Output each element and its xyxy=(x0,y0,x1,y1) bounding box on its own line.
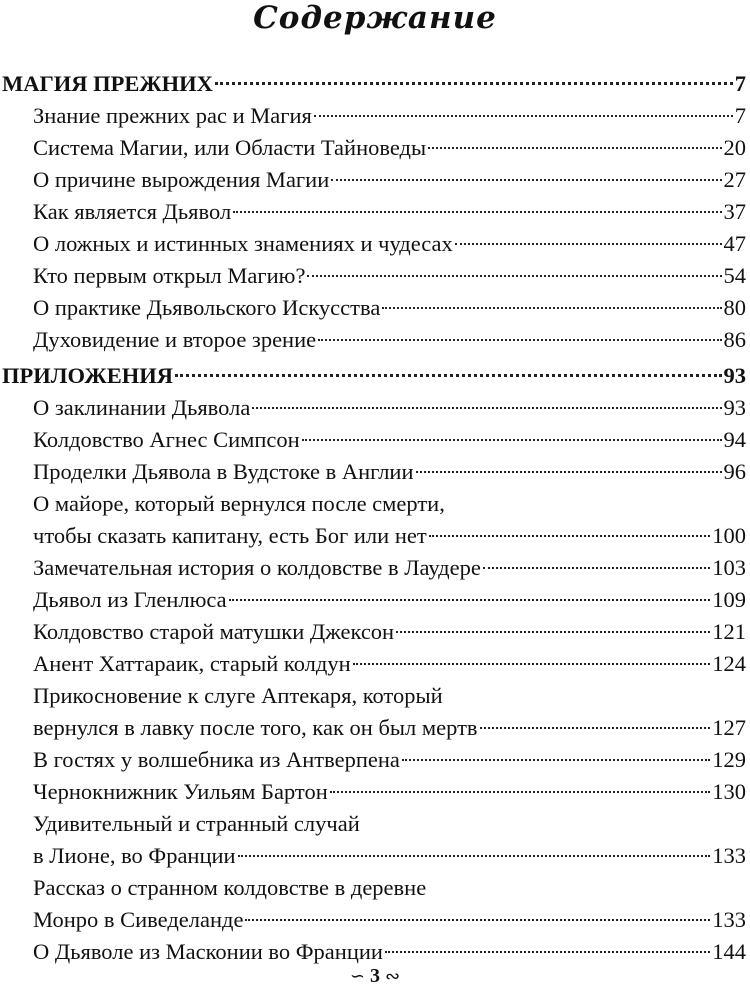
entry-title-text: чтобы сказать капитану, есть Бог или нет xyxy=(33,523,427,548)
toc-entry xyxy=(0,324,750,356)
toc-entry xyxy=(0,808,750,872)
entry-page-number: 94 xyxy=(723,427,746,452)
entry-title-text: Монро в Сиведеланде xyxy=(33,907,244,932)
entry-line xyxy=(33,808,746,840)
entry-title-text: О ложных и истинных знамениях и чудесах xyxy=(33,231,453,256)
entry-title-text: О причине вырождения Магии xyxy=(33,167,330,192)
toc-entry xyxy=(0,584,750,616)
entry-title-text: Как является Дьявол xyxy=(33,199,232,224)
entry-line xyxy=(33,132,746,164)
dot-leader xyxy=(252,407,721,409)
entry-title-text: Проделки Дьявола в Вудстоке в Англии xyxy=(33,459,414,484)
entry-line xyxy=(33,680,746,712)
entry-page-number: 103 xyxy=(712,555,746,580)
dot-leader xyxy=(229,599,711,601)
dot-leader xyxy=(402,759,710,761)
entry-line xyxy=(33,840,746,872)
dot-leader xyxy=(238,855,711,857)
toc-entry xyxy=(0,552,750,584)
entry-page-number: 54 xyxy=(723,263,746,288)
toc-entry xyxy=(0,488,750,552)
entry-line xyxy=(33,292,746,324)
page-footer xyxy=(0,962,750,990)
dot-leader xyxy=(385,951,710,953)
entry-line xyxy=(33,100,746,132)
dot-leader xyxy=(215,82,733,85)
entry-title-text: Рассказ о странном колдовстве в деревне xyxy=(33,875,427,900)
dot-leader xyxy=(416,471,722,473)
entry-page-number: 121 xyxy=(712,619,746,644)
entry-line xyxy=(33,164,746,196)
entry-page-number: 93 xyxy=(723,395,746,420)
ornament-right: ∾ xyxy=(385,966,401,986)
toc-entry xyxy=(0,424,750,456)
entry-title-text: Прикосновение к слуге Аптекаря, который xyxy=(33,683,443,708)
toc-entry xyxy=(0,292,750,324)
entry-line xyxy=(33,872,746,904)
entry-page-number: 133 xyxy=(712,907,746,932)
entry-title-text: Система Магии, или Области Тайноведы xyxy=(33,135,427,160)
toc-entry xyxy=(0,872,750,936)
dot-leader xyxy=(429,535,711,537)
entry-page-number: 96 xyxy=(723,459,746,484)
entry-title-text: Знание прежних рас и Магия xyxy=(33,103,312,128)
section-page-number: 7 xyxy=(734,71,746,96)
toc-entry xyxy=(0,164,750,196)
toc-entry xyxy=(0,744,750,776)
toc-entry xyxy=(0,776,750,808)
page-number: 3 xyxy=(370,965,380,987)
toc-section-heading xyxy=(0,68,750,100)
entry-title-text: Анент Хаттараик, старый колдун xyxy=(33,651,351,676)
entry-page-number: 124 xyxy=(712,651,746,676)
entry-title-text: О Дьяволе из Масконии во Франции xyxy=(33,939,383,964)
toc-entry xyxy=(0,196,750,228)
entry-title-text: Чернокнижник Уильям Бартон xyxy=(33,779,328,804)
entry-page-number: 27 xyxy=(723,167,746,192)
entry-line xyxy=(33,488,746,520)
dot-leader xyxy=(480,727,711,729)
entry-line xyxy=(33,456,746,488)
section-title: ПРИЛОЖЕНИЯ xyxy=(2,363,173,388)
toc-entry xyxy=(0,392,750,424)
page-title: Содержание xyxy=(253,0,497,36)
entry-title-text: О майоре, который вернулся после смерти, xyxy=(33,491,445,516)
entry-title-text: Кто первым открыл Магию? xyxy=(33,263,306,288)
entry-line xyxy=(33,424,746,456)
entry-line xyxy=(33,552,746,584)
toc-section-heading xyxy=(0,360,750,392)
entry-title-text: Колдовство старой матушки Джексон xyxy=(33,619,395,644)
dot-leader xyxy=(233,211,721,213)
entry-page-number: 100 xyxy=(712,523,746,548)
entry-title-text: Духовидение и второе зрение xyxy=(33,327,317,352)
entry-title-text: В гостях у волшебника из Антверпена xyxy=(33,747,400,772)
entry-title-text: О заклинании Дьявола xyxy=(33,395,251,420)
entry-line xyxy=(33,392,746,424)
dot-leader xyxy=(353,663,711,665)
dot-leader xyxy=(175,374,722,377)
dot-leader xyxy=(455,243,722,245)
section-page-number: 93 xyxy=(723,363,746,388)
dot-leader xyxy=(330,791,711,793)
entry-page-number: 129 xyxy=(712,747,746,772)
dot-leader xyxy=(245,919,710,921)
entry-line xyxy=(33,228,746,260)
entry-line xyxy=(33,904,746,936)
dot-leader xyxy=(314,115,733,117)
entry-page-number: 7 xyxy=(734,103,746,128)
dot-leader xyxy=(483,567,710,569)
entry-line xyxy=(33,776,746,808)
toc-entry xyxy=(0,260,750,292)
entry-title-text: Колдовство Агнес Симпсон xyxy=(33,427,300,452)
table-of-contents xyxy=(0,68,750,968)
toc-entry xyxy=(0,100,750,132)
toc-entry xyxy=(0,228,750,260)
entry-title-text: О практике Дьявольского Искусства xyxy=(33,295,381,320)
entry-title-text: Дьявол из Гленлюса xyxy=(33,587,227,612)
entry-page-number: 47 xyxy=(723,231,746,256)
entry-page-number: 37 xyxy=(723,199,746,224)
entry-page-number: 86 xyxy=(723,327,746,352)
entry-line xyxy=(33,744,746,776)
entry-title-text: в Лионе, во Франции xyxy=(33,843,236,868)
toc-entry xyxy=(0,132,750,164)
dot-leader xyxy=(382,307,721,309)
dot-leader xyxy=(307,275,721,277)
entry-title-text: Удивительный и странный случай xyxy=(33,811,360,836)
toc-entry xyxy=(0,616,750,648)
dot-leader xyxy=(396,631,710,633)
toc-entry xyxy=(0,456,750,488)
ornament-left: ∽ xyxy=(349,966,365,986)
entry-page-number: 80 xyxy=(723,295,746,320)
entry-title-text: Замечательная история о колдовстве в Лаудере xyxy=(33,555,481,580)
dot-leader xyxy=(428,147,721,149)
entry-page-number: 130 xyxy=(712,779,746,804)
entry-line xyxy=(33,196,746,228)
section-title: МАГИЯ ПРЕЖНИХ xyxy=(2,71,213,96)
entry-page-number: 109 xyxy=(712,587,746,612)
entry-page-number: 127 xyxy=(712,715,746,740)
dot-leader xyxy=(331,179,721,181)
entry-page-number: 144 xyxy=(712,939,746,964)
dot-leader xyxy=(318,339,721,341)
entry-page-number: 20 xyxy=(723,135,746,160)
entry-line xyxy=(33,712,746,744)
toc-entry xyxy=(0,680,750,744)
entry-line xyxy=(33,520,746,552)
entry-line xyxy=(33,584,746,616)
entry-line xyxy=(33,648,746,680)
dot-leader xyxy=(302,439,722,441)
entry-page-number: 133 xyxy=(712,843,746,868)
toc-entry xyxy=(0,648,750,680)
entry-line xyxy=(33,616,746,648)
entry-title-text: вернулся в лавку после того, как он был мертв xyxy=(33,715,478,740)
entry-line xyxy=(33,324,746,356)
entry-line xyxy=(33,260,746,292)
